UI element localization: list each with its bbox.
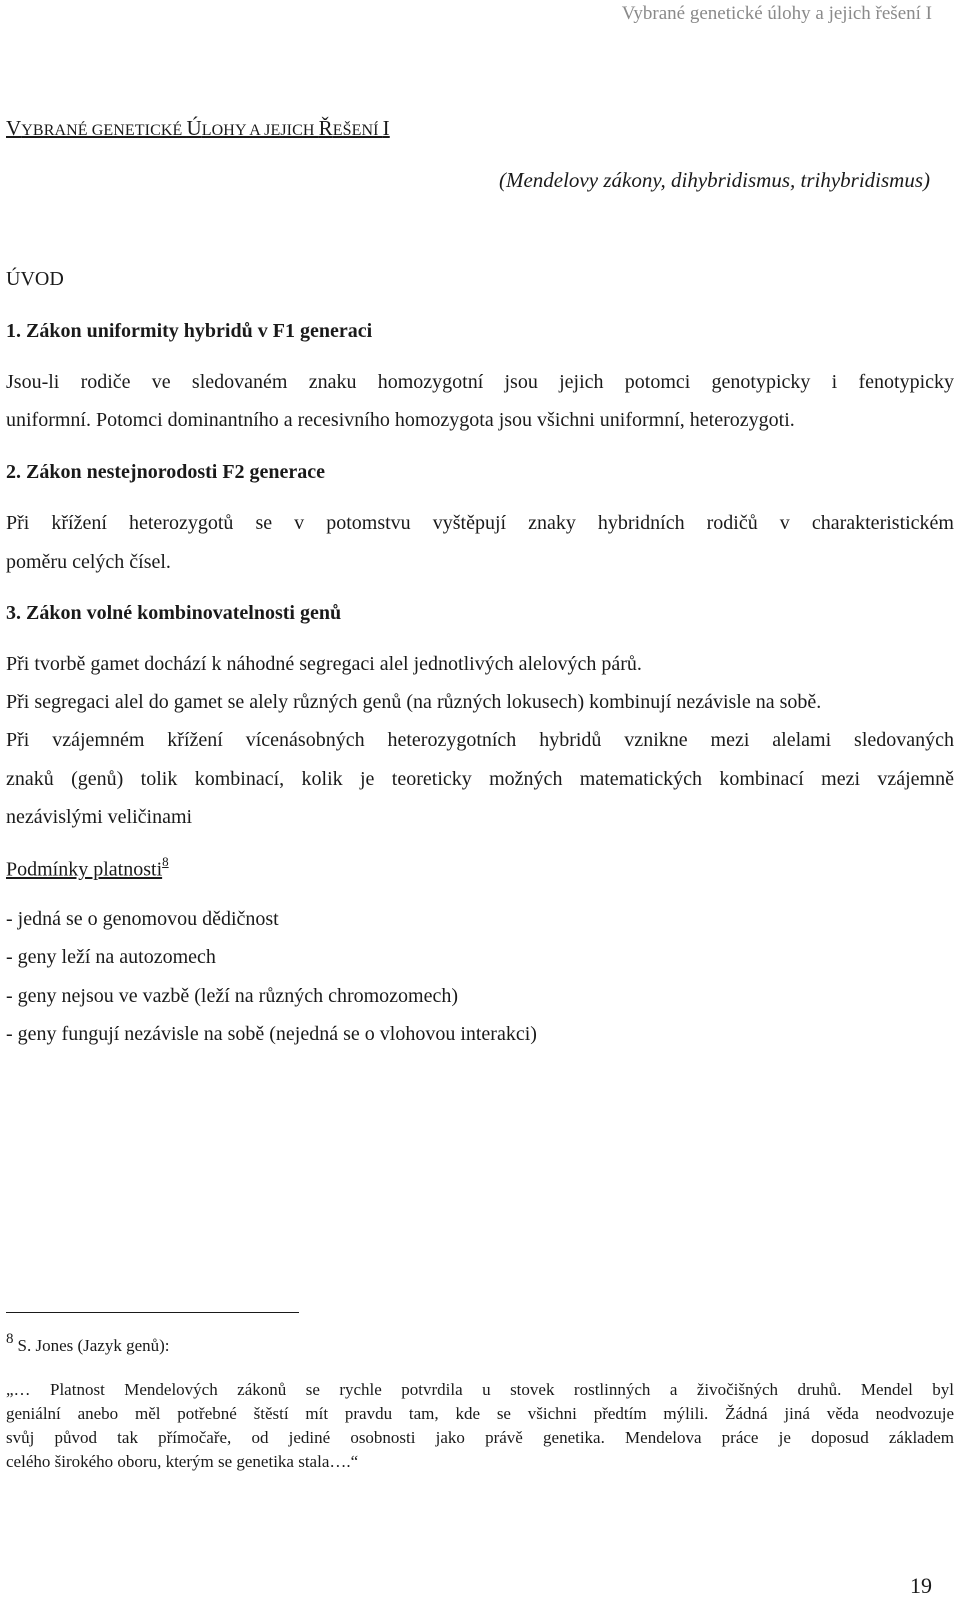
title-part: Ř bbox=[318, 116, 333, 140]
running-header: Vybrané genetické úlohy a jejich řešení I bbox=[621, 3, 932, 24]
title-part: EŠENÍ bbox=[332, 122, 383, 139]
condition-item: - jedná se o genomovou dědičnost bbox=[6, 908, 279, 930]
page-number: 19 bbox=[910, 1573, 932, 1598]
law2-line: Při křížení heterozygotů se v potomstvu vyštěpují znaky hybridních rodičů v charakteristickém bbox=[6, 512, 954, 534]
law3-line: Při segregaci alel do gamet se alely různých genů (na různých lokusech) kombinují nezávisle na sobě. bbox=[6, 691, 822, 713]
condition-item: - geny nejsou ve vazbě (leží na různých chromozomech) bbox=[6, 985, 459, 1007]
footnote-separator bbox=[6, 1312, 299, 1313]
title-part: Ú bbox=[186, 116, 202, 140]
footnote-source-text: S. Jones (Jazyk genů): bbox=[17, 1336, 170, 1355]
law3-line: Při tvorbě gamet dochází k náhodné segregaci alel jednotlivých alelových párů. bbox=[6, 653, 642, 675]
law3-heading: 3. Zákon volné kombinovatelnosti genů bbox=[6, 602, 342, 624]
document-title bbox=[6, 116, 390, 141]
footnote-line: celého širokého oboru, kterým se genetika stala….“ bbox=[6, 1452, 359, 1471]
document-subtitle: (Mendelovy zákony, dihybridismus, trihybridismus) bbox=[498, 168, 930, 192]
title-part: V bbox=[6, 116, 22, 140]
footnote-line: geniální anebo měl potřebné štěstí mít pravdu tam, kde se všichni předtím mýlili. Žádná jiná věda neodvozuje bbox=[6, 1404, 954, 1423]
title-part: I bbox=[382, 116, 390, 140]
footnote-reference[interactable]: 8 bbox=[162, 854, 169, 869]
footnote-source bbox=[6, 1331, 170, 1356]
condition-item: - geny fungují nezávisle na sobě (nejedná se o vlohovou interakci) bbox=[6, 1023, 537, 1045]
law3-line: nezávislými veličinami bbox=[6, 806, 193, 828]
law3-line: znaků (genů) tolik kombinací, kolik je teoreticky možných matematických kombinací mezi vzájemně bbox=[6, 768, 954, 790]
title-part: LOHY A JEJICH bbox=[201, 122, 319, 139]
law1-line: uniformní. Potomci dominantního a recesivního homozygota jsou všichni uniformní, heterozygoti. bbox=[6, 409, 795, 431]
footnote-line: „… Platnost Mendelových zákonů se rychle potvrdila u stovek rostlinných a živočišných druhů. Mendel byl bbox=[6, 1380, 954, 1399]
conditions-heading-text: Podmínky platnosti bbox=[6, 858, 163, 881]
intro-heading: ÚVOD bbox=[6, 268, 64, 290]
title-part: YBRANÉ GENETICKÉ bbox=[21, 122, 187, 139]
law3-line: Při vzájemném křížení vícenásobných heterozygotních hybridů vznikne mezi alelami sledovaných bbox=[6, 729, 954, 751]
conditions-heading bbox=[6, 856, 169, 882]
law1-line: Jsou-li rodiče ve sledovaném znaku homozygotní jsou jejich potomci genotypicky i fenotypicky bbox=[6, 371, 954, 393]
law1-heading: 1. Zákon uniformity hybridů v F1 generaci bbox=[6, 320, 373, 342]
condition-item: - geny leží na autozomech bbox=[6, 946, 216, 968]
footnote-mark: 8 bbox=[6, 1331, 14, 1347]
law2-heading: 2. Zákon nestejnorodosti F2 generace bbox=[6, 461, 326, 483]
footnote-line: svůj původ tak přímočaře, od jediné osobnosti jako právě genetika. Mendelova práce je doposud základem bbox=[6, 1428, 954, 1447]
law2-line: poměru celých čísel. bbox=[6, 551, 171, 573]
